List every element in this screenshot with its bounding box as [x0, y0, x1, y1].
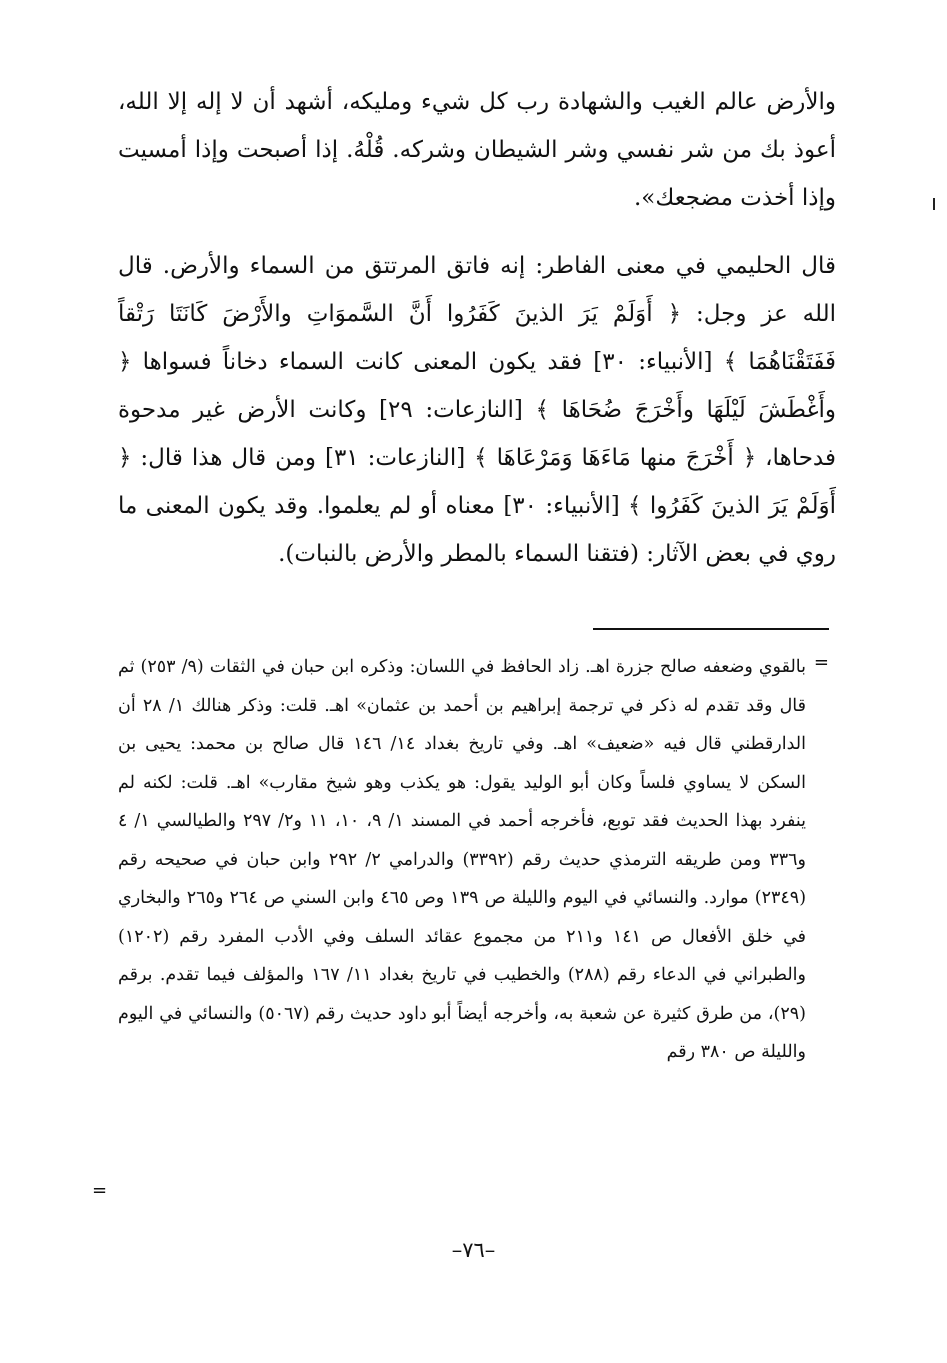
footnote-separator: [593, 628, 829, 630]
footnote-text: بالقوي وضعفه صالح جزرة اهـ. زاد الحافظ في اللسان: وذكره ابن حبان في الثقات (٩/ ٢٥٣) ثم قال وقد تقدم له ذكر في ترجمة إبراهيم بن أحمد بن عثمان» اهـ. قلت: وذكر هنالك ١/ ٢٨ أن الدارقطني قال فيه «ضعيف» اهـ. وفي تاريخ بغداد ١٤/ ١٤٦ قال صالح بن محمد: يحيى بن السكن لا يساوي فلساً وكان أبو الوليد يقول: هو يكذب وهو شيخ مقارب» اهـ. قلت: لكنه لم ينفرد بهذا الحديث فقد توبع، فأخرجه أحمد في المسند ١/ ٩، ١٠، ١١ و٢/ ٢٩٧ والطيالسي ١/ ٤ و٣٣٦ ومن طريقه الترمذي حديث رقم (٣٣٩٢) والدرامي ٢/ ٢٩٢ وابن حبان في صحيحه رقم (٢٣٤٩) موارد. والنسائي في اليوم والليلة ص ١٣٩ وص ٤٦٥ وابن السني ص ٢٦٤ و٢٦٥ والبخاري في خلق الأفعال ص ١٤١ و٢١١ من مجموع عقائد السلف وفي الأدب المفرد رقم (١٢٠٢) والطبراني في الدعاء رقم (٢٨٨) والخطيب في تاريخ بغداد ١١/ ١٦٧ والمؤلف فيما تقدم. برقم (٢٩)، من طرق كثيرة عن شعبة به، وأخرجه أيضاً أبو داود حديث رقم (٥٠٦٧) والنسائي في اليوم والليلة ص ٣٨٠ رقم: [118, 657, 807, 1062]
footnote-continuation-end: =: [92, 1180, 108, 1201]
footnote-continuation-start: =: [813, 652, 829, 673]
margin-tick-mark: [933, 198, 935, 210]
paragraph-2: قال الحليمي في معنى الفاطر: إنه فاتق المرتتق من السماء والأرض. قال الله عز وجل: ﴿ أَوَلَمْ يَرَ الذينَ كَفَرُوا أَنَّ السَّموَاتِ والأَرْضَ كَانَتَا رَتْقاً فَفَتَقْنَاهُمَا ﴾ [الأنبياء: ٣٠] فقد يكون المعنى كانت السماء دخاناً فسواها ﴿ وأَغْطَشَ لَيْلَهَا وأَخْرَجَ ضُحَاهَا ﴾ [النازعات: ٢٩] وكانت الأرض غير مدحوة فدحاها، ﴿ أَخْرَجَ منها مَاءَهَا وَمَرْعَاهَا ﴾ [النازعات: ٣١] ومن قال هذا قال: ﴿ أَوَلَمْ يَرَ الذينَ كَفَرُوا ﴾ [الأنبياء: ٣٠] معناه أو لم يعلموا. وقد يكون المعنى ما روي في بعض الآثار: (فتقنا السماء بالمطر والأرض بالنبات).: [118, 253, 837, 567]
main-text-block: [118, 78, 836, 578]
page-number: –٧٦–: [451, 1238, 496, 1262]
footnote-block: [118, 648, 806, 1072]
paragraph-1: والأرض عالم الغيب والشهادة رب كل شيء ومليكه، أشهد أن لا إله إلا الله، أعوذ بك من شر نفسي وشر الشيطان وشركه. قُلْهُ. إذا أصبحت وإذا أمسيت وإذا أخذت مضجعك».: [118, 89, 836, 211]
